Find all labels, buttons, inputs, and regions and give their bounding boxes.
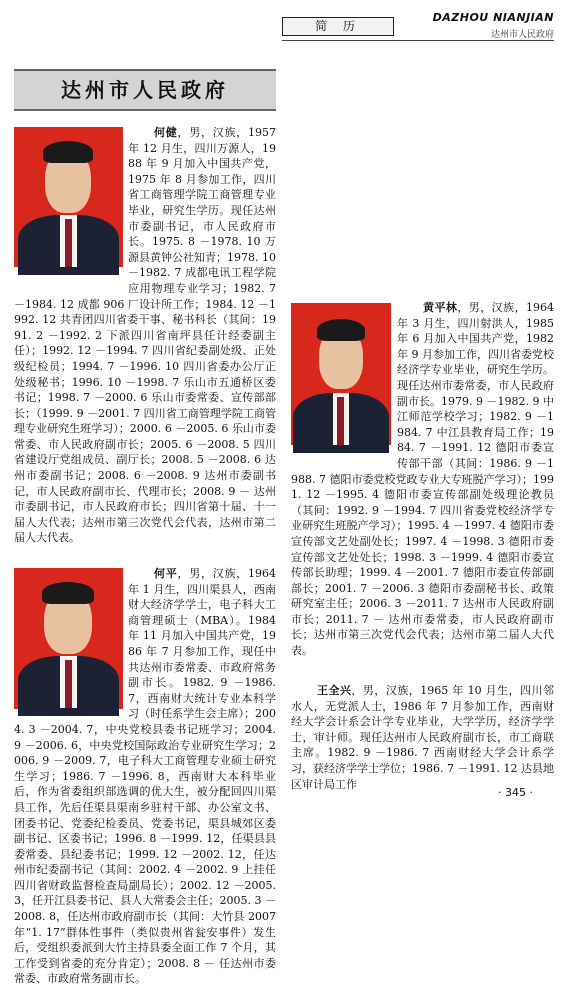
section-label: 简 历: [282, 17, 394, 36]
header-rule: [282, 40, 554, 41]
page-title: 达州市人民政府: [14, 69, 276, 111]
name-wang-quanxing: 王全兴: [317, 684, 352, 697]
name-he-jian: 何健: [154, 126, 178, 139]
bio-he-ping: 何平，男，汉族，1964 年 1 月生，四川渠县人，西南财大经济学学士，电子科大工商管理硕士（MBA）。1984 年 11 月加入中国共产党，1986 年 7 月参加工作，现任中共达州市委常委、市政府常务副市长。1982. 9 －1986. 7，西南财大统计专业本科学习（时任系学生会主席）；2004. 3 －2004. 7，中央党校县委书记班学习；2004. 9 －2006. 6，中央党校国际政治专业研究生学习；2006. 9 －2009. 7，电子科大工商管理专业硕士研究生学习；1986. 7 －1996. 8，西南财大本科毕业后，作为省委组织部选调的优大生，被分配回四川渠县工作，先后任渠县渠南乡驻村干部、办公室文书、团委书记、党委纪检委员、党委书记，渠县城郊区委副书记、区委书记；1996. 8 －1999. 12，任渠县县委常委、县纪委书记；1999. 12 －2002. 12，任达州市纪委副书记（其间：2002. 4 －2002. 9 上挂任四川省财政监督检查局副局长）；2002. 12 －2005. 3，任开江县委书记、县人大常委会主任；2005. 3 －2008. 8，任达州市政府副市长（其间：大竹县 2007 年“1. 17”群体性事件（类似贵州省瓮安事件）发生后，受组织委派到大竹主持县委全面工作 7 个月，其工作受到省委的充分肯定）；2008. 8 － 任达州市委常委、市政府常务副市长。: [14, 567, 276, 986]
journal-title: DAZHOU NIANJIAN: [432, 11, 554, 24]
bio-wang-quanxing: 王全兴，男，汉族，1965 年 10 月生，四川邻水人，无党派人士，1986 年 7 月参加工作，西南财经大学会计系会计学专业毕业，大学学历，经济学学士，审计师。现任达州市人民政府副市长，市工商联主席。1982. 9 －1986. 7 西南财经大学会计系学习，获经济学学士学位；1986. 7 －1991. 12 达县地区审计局工作: [291, 684, 554, 791]
bio-huang-pinglin: 黄平林，男，汉族，1964 年 3 月生，四川射洪人，1985 年 6 月加入中国共产党，1982 年 9 月参加工作，四川省委党校经济学专业毕业，研究生学历。现任达州市委常委，市人民政府副市长。1979. 9 －1982. 9 中江师范学校学习；1982. 9 －1984. 7 中江县教育局工作；1984. 7 －1991. 12 德阳市委宣传部干部（其间：1986. 9 －1988. 7 德阳市委党校党政专业大专班脱产学习）；1991. 12 －1995. 4 德阳市委宣传部副处级理论教员（其间：1992. 9 －1994. 7 四川省委党校经济学专业研究生班脱产学习）；1995. 4 －1997. 4 德阳市委宣传部文艺处副处长；1997. 4 －1998. 3 德阳市委宣传部文艺处处长；1998. 3 －1999. 4 德阳市委宣传部长助理；1999. 4 －2001. 7 德阳市委宣传部副部长；2001. 7 －2006. 3 德阳市委副秘书长、政策研究室主任；2006. 3 －2011. 7 达州市人民政府副市长；2011. 7 － 达州市委常委，市人民政府副市长；达州市第三次党代会代表；达州市第二届人大代表。: [291, 301, 555, 658]
page-number: · 345 ·: [498, 786, 533, 799]
header-subtitle: 达州市人民政府: [490, 30, 554, 40]
name-he-ping: 何平: [154, 567, 178, 580]
bio-he-jian: 何健，男，汉族，1957 年 12 月生，四川万源人，1988 年 9 月加入中国共产党，1975 年 8 月参加工作，四川省工商管理学院工商管理专业毕业，研究生学历。现任达州市委副书记，市人民政府市长。1975. 8 －1978. 10 万源县黄钟公社知青；1978. 10 －1982. 7 成都电讯工程学院应用物理专业学习；1982. 7 －1984. 12 成都 906 厂设计所工作；1984. 12 －1992. 12 共青团四川省委干事、秘书科长（其间：1991. 2 －1992. 2 下派四川省南坪县任计经委副主任）；1992. 12 －1994. 7 四川省纪委副处级、正处级纪检员；1994. 7 －1996. 10 四川省委办公厅正处级秘书；1996. 10 －1998. 7 乐山市五通桥区委书记；1998. 7 －2000. 6 乐山市委常委、宣传部部长；（1999. 9 －2001. 7 四川省工商管理学院工商管理专业研究生班学习）；2000. 6 －2005. 6 乐山市委常委、市人民政府副市长；2005. 6 －2008. 5 四川省建设厅党组成员、副厅长；2008. 5 －2008. 6 达州市委副书记；2008. 6 －2008. 9 达州市委副书记，市人民政府副市长、代理市长；2008. 9 － 达州市委副书记，市人民政府市长；四川省第十届、十一届人大代表；达州市第三次党代会代表，达州市第二届人大代表。: [14, 126, 276, 545]
name-huang-pinglin: 黄平林: [423, 301, 458, 314]
